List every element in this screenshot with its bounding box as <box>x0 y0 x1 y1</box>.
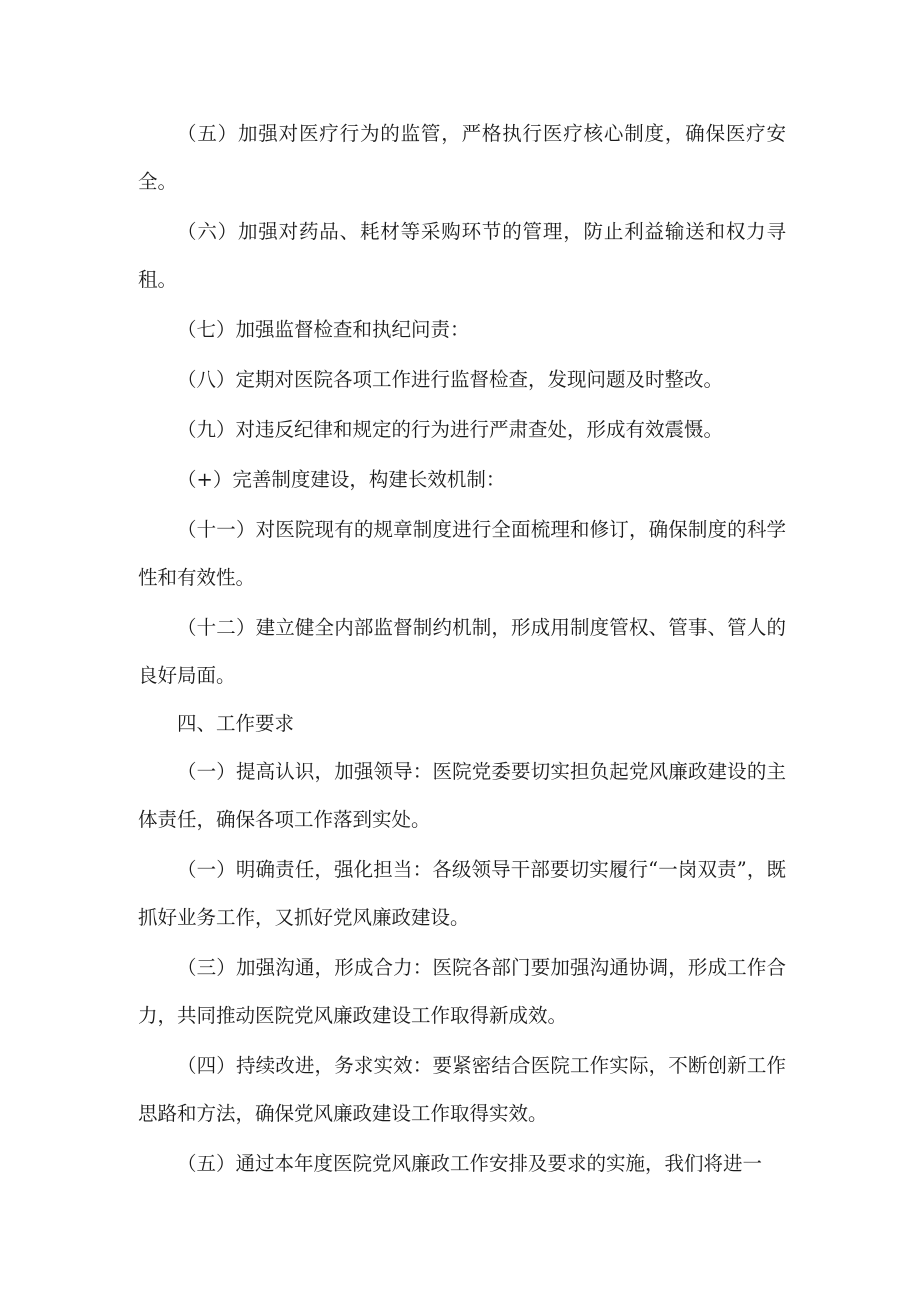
paragraph-item-11-regulations-review: （十一）对医院现有的规章制度进行全面梳理和修订，确保制度的科学性和有效性。 <box>138 518 786 589</box>
paragraph-item-8-regular-check: （八）定期对医院各项工作进行监督检查，发现问题及时整改。 <box>177 368 724 391</box>
paragraph-item-6-procurement: （六）加强对药品、耗材等采购环节的管理，防止利益输送和权力寻租。 <box>138 220 786 291</box>
paragraph-item-7-inspection: （七）加强监督检查和执纪问责： <box>177 318 470 341</box>
requirement-item-3-communication: （三）加强沟通，形成合力：医院各部门要加强沟通协调，形成工作合力，共同推动医院党风廉政建设工作取得新成效。 <box>138 956 786 1027</box>
document-body <box>138 110 786 1188</box>
requirement-item-5-conclusion: （五）通过本年度医院党风廉政工作安排及要求的实施，我们将进一 <box>177 1152 763 1175</box>
paragraph-item-12-internal-supervision: （十二）建立健全内部监督制约机制，形成用制度管权、管事、管人的良好局面。 <box>138 616 786 687</box>
paragraph-item-5-medical-supervision: （五）加强对医疗行为的监管，严格执行医疗核心制度，确保医疗安全。 <box>138 122 786 193</box>
section-heading-work-requirements: 四、工作要求 <box>177 712 295 735</box>
requirement-item-2-responsibility: （一）明确责任，强化担当：各级领导干部要切实履行“一岗双责”，既抓好业务工作，又抓好党风廉政建设。 <box>138 858 786 929</box>
paragraph-item-9-violations: （九）对违反纪律和规定的行为进行严肃查处，形成有效震慑。 <box>177 418 724 441</box>
requirement-item-1-leadership: （一）提高认识，加强领导：医院党委要切实担负起党风廉政建设的主体责任，确保各项工作落到实处。 <box>138 760 786 831</box>
requirement-item-4-improvement: （四）持续改进，务求实效：要紧密结合医院工作实际，不断创新工作思路和方法，确保党风廉政建设工作取得实效。 <box>138 1054 786 1125</box>
paragraph-item-10-system-building: （+）完善制度建设，构建长效机制： <box>177 468 506 491</box>
